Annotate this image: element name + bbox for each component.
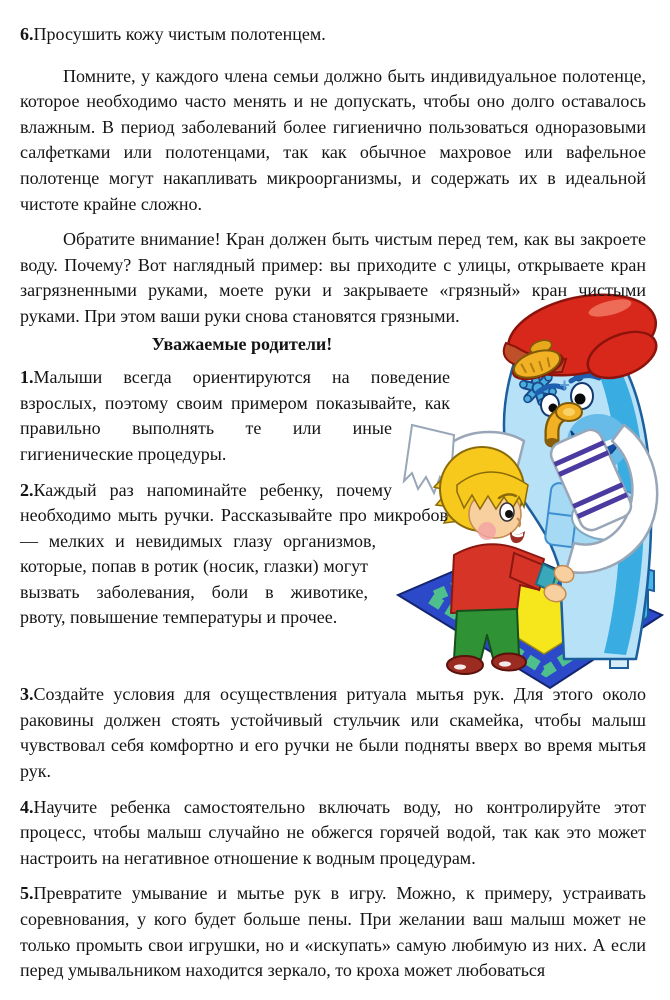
tip-number: 2.: [20, 479, 34, 500]
tip-text: Превратите умывание и мытье рук в игру. Можно, к примеру, устраивать соревнования, у кого будет больше пены. При желании ваш малыш может не только промыть свои игрушки, но и «искупать» самую любимую из них. А если перед умывальником находится зеркало, то кроха может любоваться: [20, 883, 646, 981]
list-text: Просушить кожу чистым полотенцем.: [33, 24, 326, 44]
tip-text: Создайте условия для осуществления ритуала мытья рук. Для этого около раковины должен стоять устойчивый стульчик или скамейка, чтобы малыш чувствовал себя комфортно и его ручки не были подняты вверх во время мытья рук.: [20, 684, 646, 781]
tip-number: 5.: [20, 883, 34, 904]
tip-3: [20, 682, 646, 784]
tip-number: 3.: [20, 684, 34, 705]
list-number: 6.: [20, 24, 34, 44]
paragraph-clean-faucet: Обратите внимание! Кран должен быть чистым перед тем, как вы закроете воду. Почему? Вот наглядный пример: вы приходите с улицы, открываете кран загрязненными руками, моете руки и закрываете «грязный» кран чистыми руками. При этом ваши руки снова становятся грязными.: [20, 229, 646, 326]
tip-number: 1.: [20, 367, 34, 388]
tip-text: Каждый раз напоминайте ребенку, почему необходимо мыть ручки. Рассказывайте про микробов — мелких и невидимых глазу организмов, которые, попав в ротик (носик, глазки) могут вызвать заболевания, боли в животике, рвоту, повышение температуры и прочее.: [20, 479, 448, 628]
tip-number: 4.: [20, 796, 34, 817]
tip-text: Научите ребенка самостоятельно включать воду, но контролируйте этот процесс, чтобы малыш случайно не обжегся горячей водой, так как это может настроить на негативное отношение к водным процедурам.: [20, 796, 646, 868]
list-item-6: [20, 22, 646, 48]
parents-heading: Уважаемые родители!: [151, 333, 333, 354]
paragraph-towels: Помните, у каждого члена семьи должно быть индивидуальное полотенце, которое необходимо часто менять и не допускать, чтобы оно долго оставалось влажным. В период заболеваний более гигиенично пользоваться одноразовыми салфетками или полотенцами, так как обычное махровое или вафельное полотенце могут накапливать микроорганизмы, и содержать их в идеальной чистоте крайне сложно.: [20, 65, 646, 214]
tip-4: [20, 795, 646, 872]
tip-text: Малыши всегда ориентируются на поведение взрослых, поэтому своим примером показывайте, как правильно выполнять те или иные гигиенические процедуры.: [20, 367, 450, 464]
tip-5: [20, 881, 646, 983]
